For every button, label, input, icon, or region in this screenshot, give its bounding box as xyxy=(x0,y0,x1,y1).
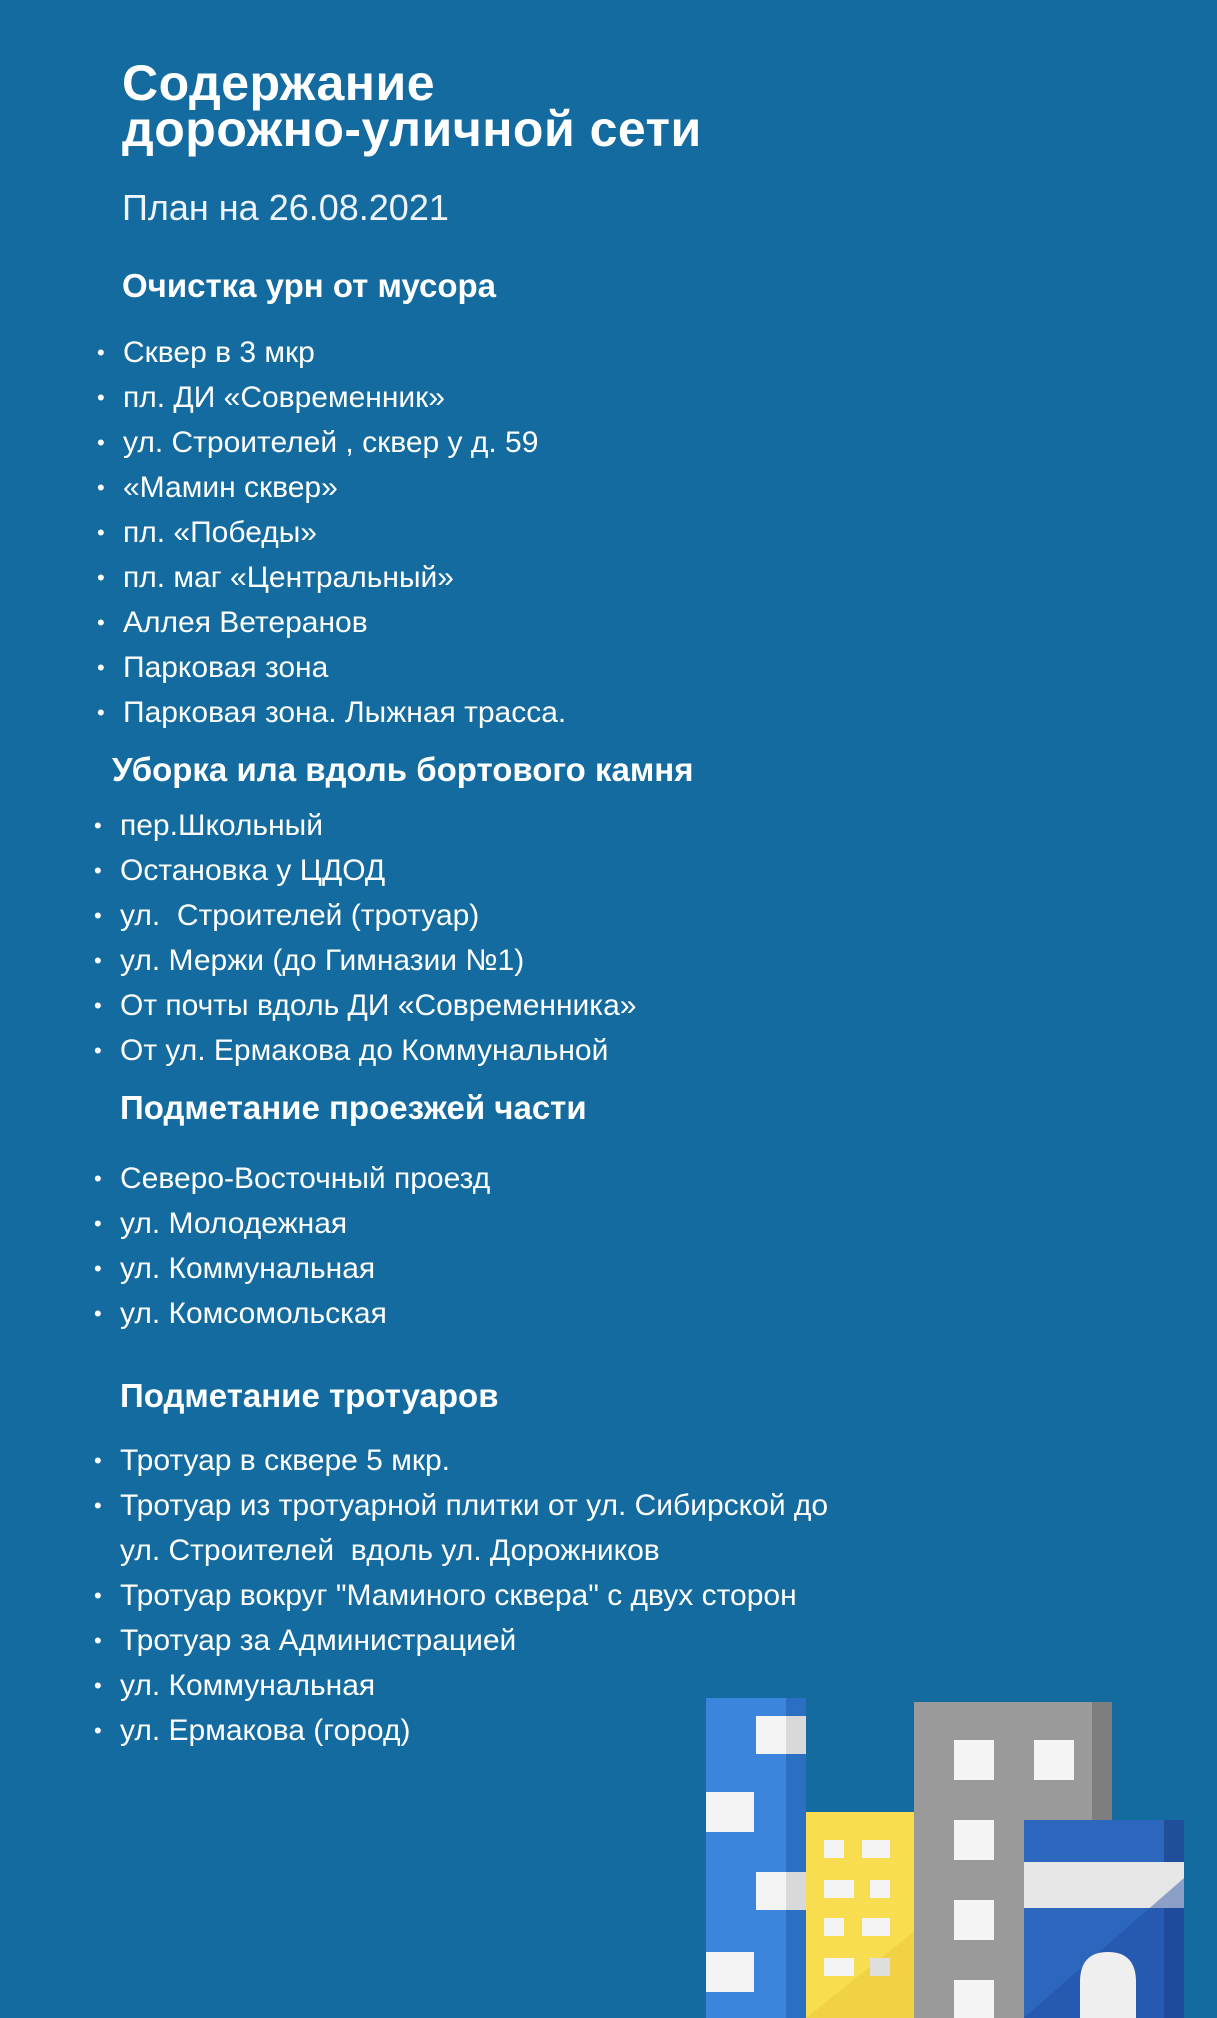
section-heading-bins: Очистка урн от мусора xyxy=(122,267,497,304)
list-item: • Парковая зона. Лыжная трасса. xyxy=(123,690,566,735)
list-item: • Остановка у ЦДОД xyxy=(120,848,636,893)
list-item: • ул. Коммунальная xyxy=(120,1246,490,1291)
list-item: • Аллея Ветеранов xyxy=(123,600,566,645)
bullet: • xyxy=(97,700,105,725)
list-item: • ул. Ермакова (город) xyxy=(120,1708,828,1753)
list-item: • Тротуар вокруг "Маминого сквера" с двух сторон xyxy=(120,1573,828,1618)
bullet: • xyxy=(94,1038,102,1063)
bullet: • xyxy=(94,1493,102,1518)
bullet: • xyxy=(94,1301,102,1326)
list-item: • пл. ДИ «Современник» xyxy=(123,375,566,420)
bullet: • xyxy=(94,993,102,1018)
bullet: • xyxy=(94,1718,102,1743)
bullet: • xyxy=(94,1673,102,1698)
page-title-line-1: Содержание xyxy=(122,55,436,111)
list-item: • «Мамин сквер» xyxy=(123,465,566,510)
bullet: • xyxy=(94,1448,102,1473)
section-list-curb xyxy=(94,803,637,1073)
bullet: • xyxy=(94,1583,102,1608)
plan-date: План на 26.08.2021 xyxy=(122,187,449,228)
city-buildings-icon xyxy=(700,1690,1200,2018)
list-item: • Сквер в 3 мкр xyxy=(123,330,566,375)
list-item: • ул. Строителей (тротуар) xyxy=(120,893,636,938)
section-list-roadway xyxy=(94,1156,491,1336)
list-item: • ул. Строителей , сквер у д. 59 xyxy=(123,420,566,465)
section-heading-roadway: Подметание проезжей части xyxy=(120,1089,587,1126)
bullet: • xyxy=(97,610,105,635)
list-item: • ул. Комсомольская xyxy=(120,1291,490,1336)
bullet: • xyxy=(94,948,102,973)
list-item: • От ул. Ермакова до Коммунальной xyxy=(120,1028,636,1073)
list-item: • Северо-Восточный проезд xyxy=(120,1156,490,1201)
bullet: • xyxy=(94,1628,102,1653)
bullet: • xyxy=(97,385,105,410)
list-item: • пер.Школьный xyxy=(120,803,636,848)
list-item: • пл. маг «Центральный» xyxy=(123,555,566,600)
bullet: • xyxy=(97,340,105,365)
bullet: • xyxy=(94,1166,102,1191)
list-item: • Парковая зона xyxy=(123,645,566,690)
bullet: • xyxy=(94,813,102,838)
bullet: • xyxy=(97,565,105,590)
list-item: • ул. Молодежная xyxy=(120,1201,490,1246)
section-heading-sidewalks: Подметание тротуаров xyxy=(120,1377,499,1414)
section-heading-curb: Уборка ила вдоль бортового камня xyxy=(112,751,694,788)
bullet: • xyxy=(97,430,105,455)
bullet: • xyxy=(94,1256,102,1281)
list-item: • Тротуар из тротуарной плитки от ул. Сибирской до ул. Строителей вдоль ул. Дорожников xyxy=(120,1483,828,1573)
bullet: • xyxy=(94,858,102,883)
list-item: • ул. Коммунальная xyxy=(120,1663,828,1708)
bullet: • xyxy=(94,1211,102,1236)
section-list-bins xyxy=(97,330,567,735)
page-title-line-2: дорожно-уличной сети xyxy=(122,101,702,157)
page-title xyxy=(122,55,702,157)
list-item: • ул. Мержи (до Гимназии №1) xyxy=(120,938,636,983)
list-item: • пл. «Победы» xyxy=(123,510,566,555)
bullet: • xyxy=(97,475,105,500)
list-item: • Тротуар за Администрацией xyxy=(120,1618,828,1663)
list-item: • От почты вдоль ДИ «Современника» xyxy=(120,983,636,1028)
bullet: • xyxy=(97,655,105,680)
list-item: • Тротуар в сквере 5 мкр. xyxy=(120,1438,828,1483)
bullet: • xyxy=(97,520,105,545)
bullet: • xyxy=(94,903,102,928)
